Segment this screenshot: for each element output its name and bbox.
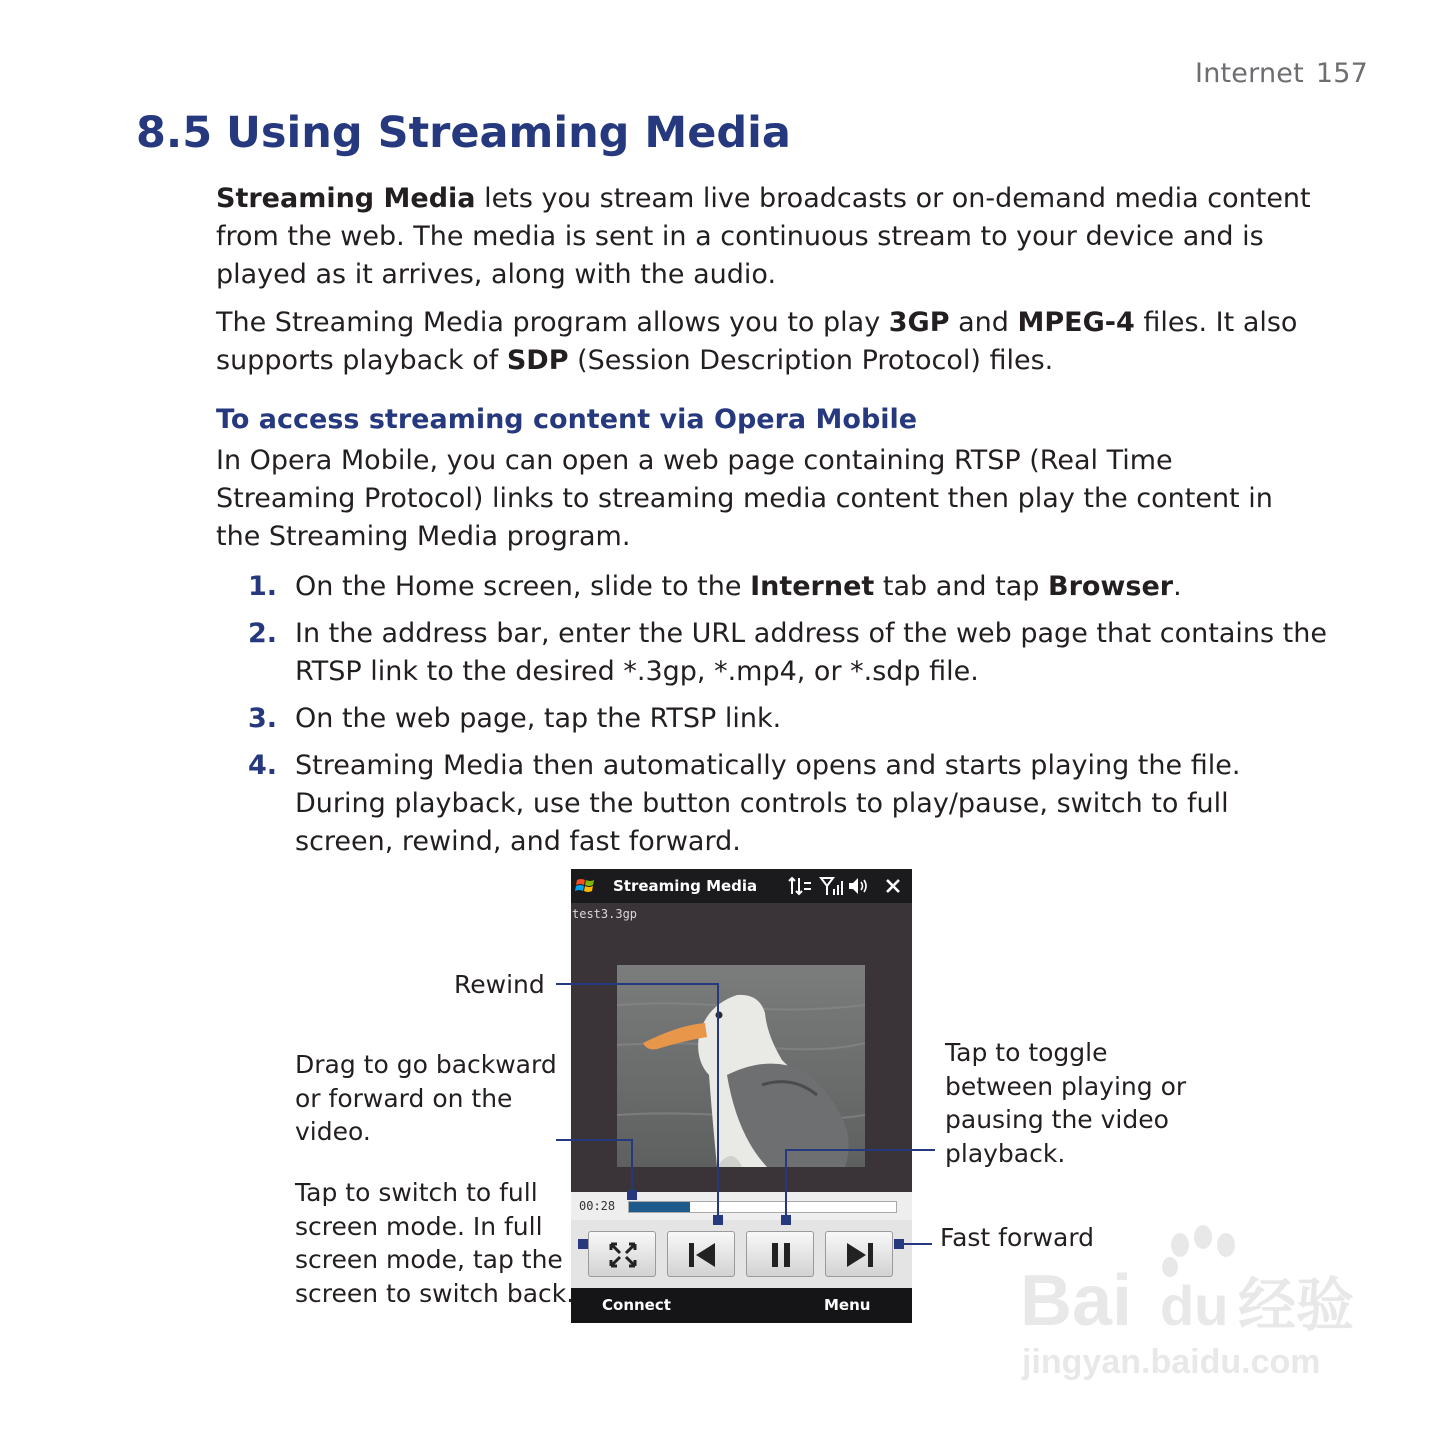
step-text: Streaming Media then automatically opens and starts playing the file. During playback, use the button controls to play/pause, switch to full screen, rewind, and fast forward. (295, 750, 1241, 857)
callout-seek-line: video. (295, 1117, 371, 1146)
page-number: 157 (1315, 58, 1368, 89)
browser-term: Browser (1047, 571, 1174, 602)
seek-bar[interactable] (571, 1192, 912, 1220)
streaming-media-screenshot (571, 869, 912, 1323)
callout-toggle-line: playback. (945, 1138, 1066, 1168)
running-head (1195, 58, 1368, 89)
fullscreen-button[interactable] (588, 1231, 656, 1277)
callout-seek-line: Drag to go backward (295, 1050, 557, 1079)
step-2 (248, 615, 1348, 691)
watermark-brand-2: du (1160, 1274, 1229, 1337)
progress-fill (629, 1202, 690, 1212)
internet-tab-term: Internet (750, 571, 875, 602)
volume-muted-icon (847, 875, 871, 897)
format-3gp: 3GP (888, 307, 950, 338)
callout-toggle-line: pausing the video (945, 1105, 1169, 1134)
callout-fullscreen-line: screen mode, tap the (295, 1245, 563, 1274)
intro-p2-a: The Streaming Media program allows you to play (216, 307, 889, 338)
baidu-watermark (1020, 1225, 1380, 1395)
video-frame[interactable] (617, 965, 865, 1167)
watermark-url: jingyan.baidu.com (1022, 1343, 1321, 1381)
intro-p2-c: and (949, 307, 1018, 338)
step-1-text-c: tab and tap (874, 571, 1048, 602)
subsection-heading: To access streaming content via Opera Mobile (216, 404, 918, 435)
callout-fullscreen (295, 1176, 574, 1310)
running-head-section: Internet (1195, 58, 1304, 89)
step-text: On the web page, tap the RTSP link. (295, 703, 782, 734)
intro-bold-term: Streaming Media (216, 183, 476, 214)
softkey-bar (571, 1288, 912, 1323)
callout-seek-line: or forward on the (295, 1083, 513, 1113)
step-text: In the address bar, enter the URL address of the web page that contains the RTSP link to the desired *.3gp, *.mp4, or *.sdp file. (295, 618, 1327, 687)
pause-icon (747, 1232, 815, 1278)
step-number: 3. (248, 703, 278, 734)
windows-logo-icon[interactable] (575, 875, 599, 897)
subsection-paragraph: In Opera Mobile, you can open a web page containing RTSP (Real Time Streaming Protocol) links to streaming media content then play the content in the Streaming Media program. (216, 445, 1273, 552)
softkey-connect[interactable]: Connect (602, 1296, 671, 1314)
phone-app-title: Streaming Media (613, 877, 758, 895)
step-4 (248, 747, 1328, 861)
seagull-image (617, 965, 865, 1167)
pause-button[interactable] (746, 1231, 814, 1277)
rewind-button[interactable] (667, 1231, 735, 1277)
fullscreen-icon (589, 1232, 657, 1278)
section-title-text: Using Streaming Media (226, 108, 791, 158)
step-number: 1. (248, 571, 278, 602)
playback-controls (571, 1220, 912, 1288)
elapsed-time: 00:28 (579, 1199, 616, 1213)
step-1-text-a: On the Home screen, slide to the (295, 571, 751, 602)
step-text (295, 568, 1348, 606)
rewind-icon (668, 1232, 736, 1278)
step-number: 2. (248, 618, 278, 649)
intro-p2-d: files. It also supports playback of (216, 307, 1298, 376)
watermark-brand: Bai (1020, 1261, 1133, 1341)
callout-fullscreen-line: screen to switch back. (295, 1278, 575, 1308)
callout-rewind: Rewind (454, 970, 545, 999)
callout-fullscreen-line: screen mode. In full (295, 1211, 543, 1241)
section-title (136, 108, 791, 158)
callout-toggle (945, 1036, 1186, 1170)
fast-forward-icon (826, 1232, 894, 1278)
callout-fullscreen-line: Tap to switch to full (295, 1178, 538, 1207)
format-sdp: SDP (506, 345, 569, 376)
callout-seek (295, 1048, 557, 1149)
callout-toggle-line: Tap to toggle (945, 1038, 1108, 1067)
phone-title-bar (571, 869, 912, 903)
close-icon[interactable] (884, 875, 902, 897)
file-name: test3.3gp (572, 907, 638, 921)
step-number: 4. (248, 750, 278, 781)
callout-fast-forward: Fast forward (940, 1223, 1095, 1252)
intro-paragraph-2 (216, 304, 1326, 380)
progress-track[interactable] (628, 1201, 897, 1213)
softkey-menu[interactable]: Menu (824, 1296, 871, 1314)
signal-icon (819, 875, 843, 897)
fast-forward-button[interactable] (825, 1231, 893, 1277)
step-1 (248, 568, 1348, 606)
step-1-text-d: . (1173, 571, 1182, 602)
data-sync-icon (787, 875, 813, 897)
format-mpeg4: MPEG-4 (1017, 307, 1135, 338)
intro-p2-e: (Session Description Protocol) files. (568, 345, 1054, 376)
callout-toggle-line: between playing or (945, 1071, 1187, 1101)
intro-paragraph-1 (216, 180, 1356, 294)
watermark-cn: 经验 (1238, 1271, 1355, 1339)
intro-p1-text: lets you stream live broadcasts or on-demand media content from the web. The media is sent in a continuous stream to your device and is played as it arrives, along with the audio. (216, 183, 1311, 290)
step-3 (248, 700, 1348, 738)
section-number: 8.5 (136, 108, 213, 158)
